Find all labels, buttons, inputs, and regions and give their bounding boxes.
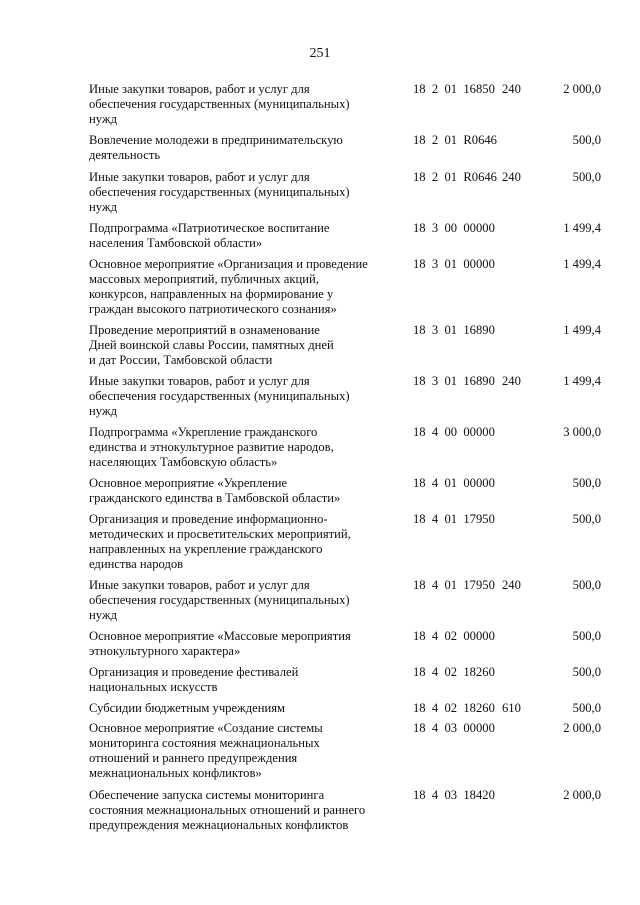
table-row <box>89 425 609 470</box>
page-number: 251 <box>309 46 331 61</box>
table-row <box>89 133 609 163</box>
row-code: 18 4 01 17950 <box>413 512 495 526</box>
row-amount: 500,0 <box>572 629 601 643</box>
row-name: Субсидии бюджетным учреждениям <box>89 701 285 715</box>
row-code: 18 3 01 16890 <box>413 374 495 388</box>
row-code: 18 3 01 16890 <box>413 323 495 337</box>
row-code: 18 3 01 00000 <box>413 257 495 271</box>
table-row <box>89 701 609 716</box>
row-name: Иные закупки товаров, работ и услуг для обеспечения государственных (муниципальных) нужд <box>89 578 350 622</box>
row-expense-type: 240 <box>502 170 521 184</box>
row-name: Основное мероприятие «Организация и проведение массовых мероприятий, публичных акций, конкурсов, направленных на формирование у граждан высокого патриотического сознания» <box>89 257 368 316</box>
row-name: Подпрограмма «Патриотическое воспитание населения Тамбовской области» <box>89 221 330 250</box>
row-name: Основное мероприятие «Массовые мероприятия этнокультурного характера» <box>89 629 351 658</box>
row-expense-type: 610 <box>502 701 521 715</box>
row-amount: 500,0 <box>572 512 601 526</box>
table-row <box>89 82 609 127</box>
row-code: 18 4 01 00000 <box>413 476 495 490</box>
row-amount: 500,0 <box>572 476 601 490</box>
row-code: 18 4 00 00000 <box>413 425 495 439</box>
table-row <box>89 629 609 659</box>
table-row <box>89 578 609 623</box>
row-code: 18 4 02 00000 <box>413 629 495 643</box>
row-amount: 2 000,0 <box>563 721 601 735</box>
table-row <box>89 512 609 572</box>
row-amount: 500,0 <box>572 665 601 679</box>
row-amount: 3 000,0 <box>563 425 601 439</box>
row-code: 18 4 02 18260 <box>413 701 495 715</box>
row-name: Вовлечение молодежи в предпринимательскую деятельность <box>89 133 343 162</box>
row-amount: 500,0 <box>572 578 601 592</box>
row-amount: 1 499,4 <box>563 257 601 271</box>
row-name: Основное мероприятие «Создание системы мониторинга состояния межнациональных отношений и раннего предупреждения межнациональных конфликтов» <box>89 721 323 780</box>
row-name: Организация и проведение информационно- методических и просветительских мероприятий, направленных на укрепление гражданского единства народов <box>89 512 351 571</box>
row-name: Иные закупки товаров, работ и услуг для обеспечения государственных (муниципальных) нужд <box>89 170 350 214</box>
row-amount: 2 000,0 <box>563 788 601 802</box>
table-row <box>89 170 609 215</box>
table-row <box>89 476 609 506</box>
row-amount: 500,0 <box>572 701 601 715</box>
table-row <box>89 721 609 781</box>
budget-table <box>89 82 609 833</box>
row-amount: 1 499,4 <box>563 323 601 337</box>
row-amount: 1 499,4 <box>563 221 601 235</box>
table-row <box>89 257 609 317</box>
row-code: 18 2 01 R0646 <box>413 133 497 147</box>
row-amount: 1 499,4 <box>563 374 601 388</box>
row-amount: 500,0 <box>572 170 601 184</box>
table-row <box>89 221 609 251</box>
table-row <box>89 665 609 695</box>
row-code: 18 3 00 00000 <box>413 221 495 235</box>
row-name: Иные закупки товаров, работ и услуг для обеспечения государственных (муниципальных) нужд <box>89 82 350 126</box>
row-name: Организация и проведение фестивалей национальных искусств <box>89 665 299 694</box>
row-expense-type: 240 <box>502 374 521 388</box>
row-amount: 2 000,0 <box>563 82 601 96</box>
row-name: Обеспечение запуска системы мониторинга состояния межнациональных отношений и раннего предупреждения межнациональных конфликтов <box>89 788 366 832</box>
table-row <box>89 788 609 833</box>
row-code: 18 4 01 17950 <box>413 578 495 592</box>
row-amount: 500,0 <box>572 133 601 147</box>
row-expense-type: 240 <box>502 82 521 96</box>
table-row <box>89 374 609 419</box>
row-code: 18 2 01 R0646 <box>413 170 497 184</box>
row-name: Основное мероприятие «Укрепление гражданского единства в Тамбовской области» <box>89 476 341 505</box>
row-expense-type: 240 <box>502 578 521 592</box>
row-code: 18 4 02 18260 <box>413 665 495 679</box>
row-code: 18 4 03 00000 <box>413 721 495 735</box>
row-code: 18 4 03 18420 <box>413 788 495 802</box>
row-name: Подпрограмма «Укрепление гражданского единства и этнокультурное развитие народов, населяющих Тамбовскую область» <box>89 425 334 469</box>
row-name: Иные закупки товаров, работ и услуг для обеспечения государственных (муниципальных) нужд <box>89 374 350 418</box>
table-row <box>89 323 609 368</box>
row-name: Проведение мероприятий в ознаменование Дней воинской славы России, памятных дней и дат России, Тамбовской области <box>89 323 334 367</box>
row-code: 18 2 01 16850 <box>413 82 495 96</box>
